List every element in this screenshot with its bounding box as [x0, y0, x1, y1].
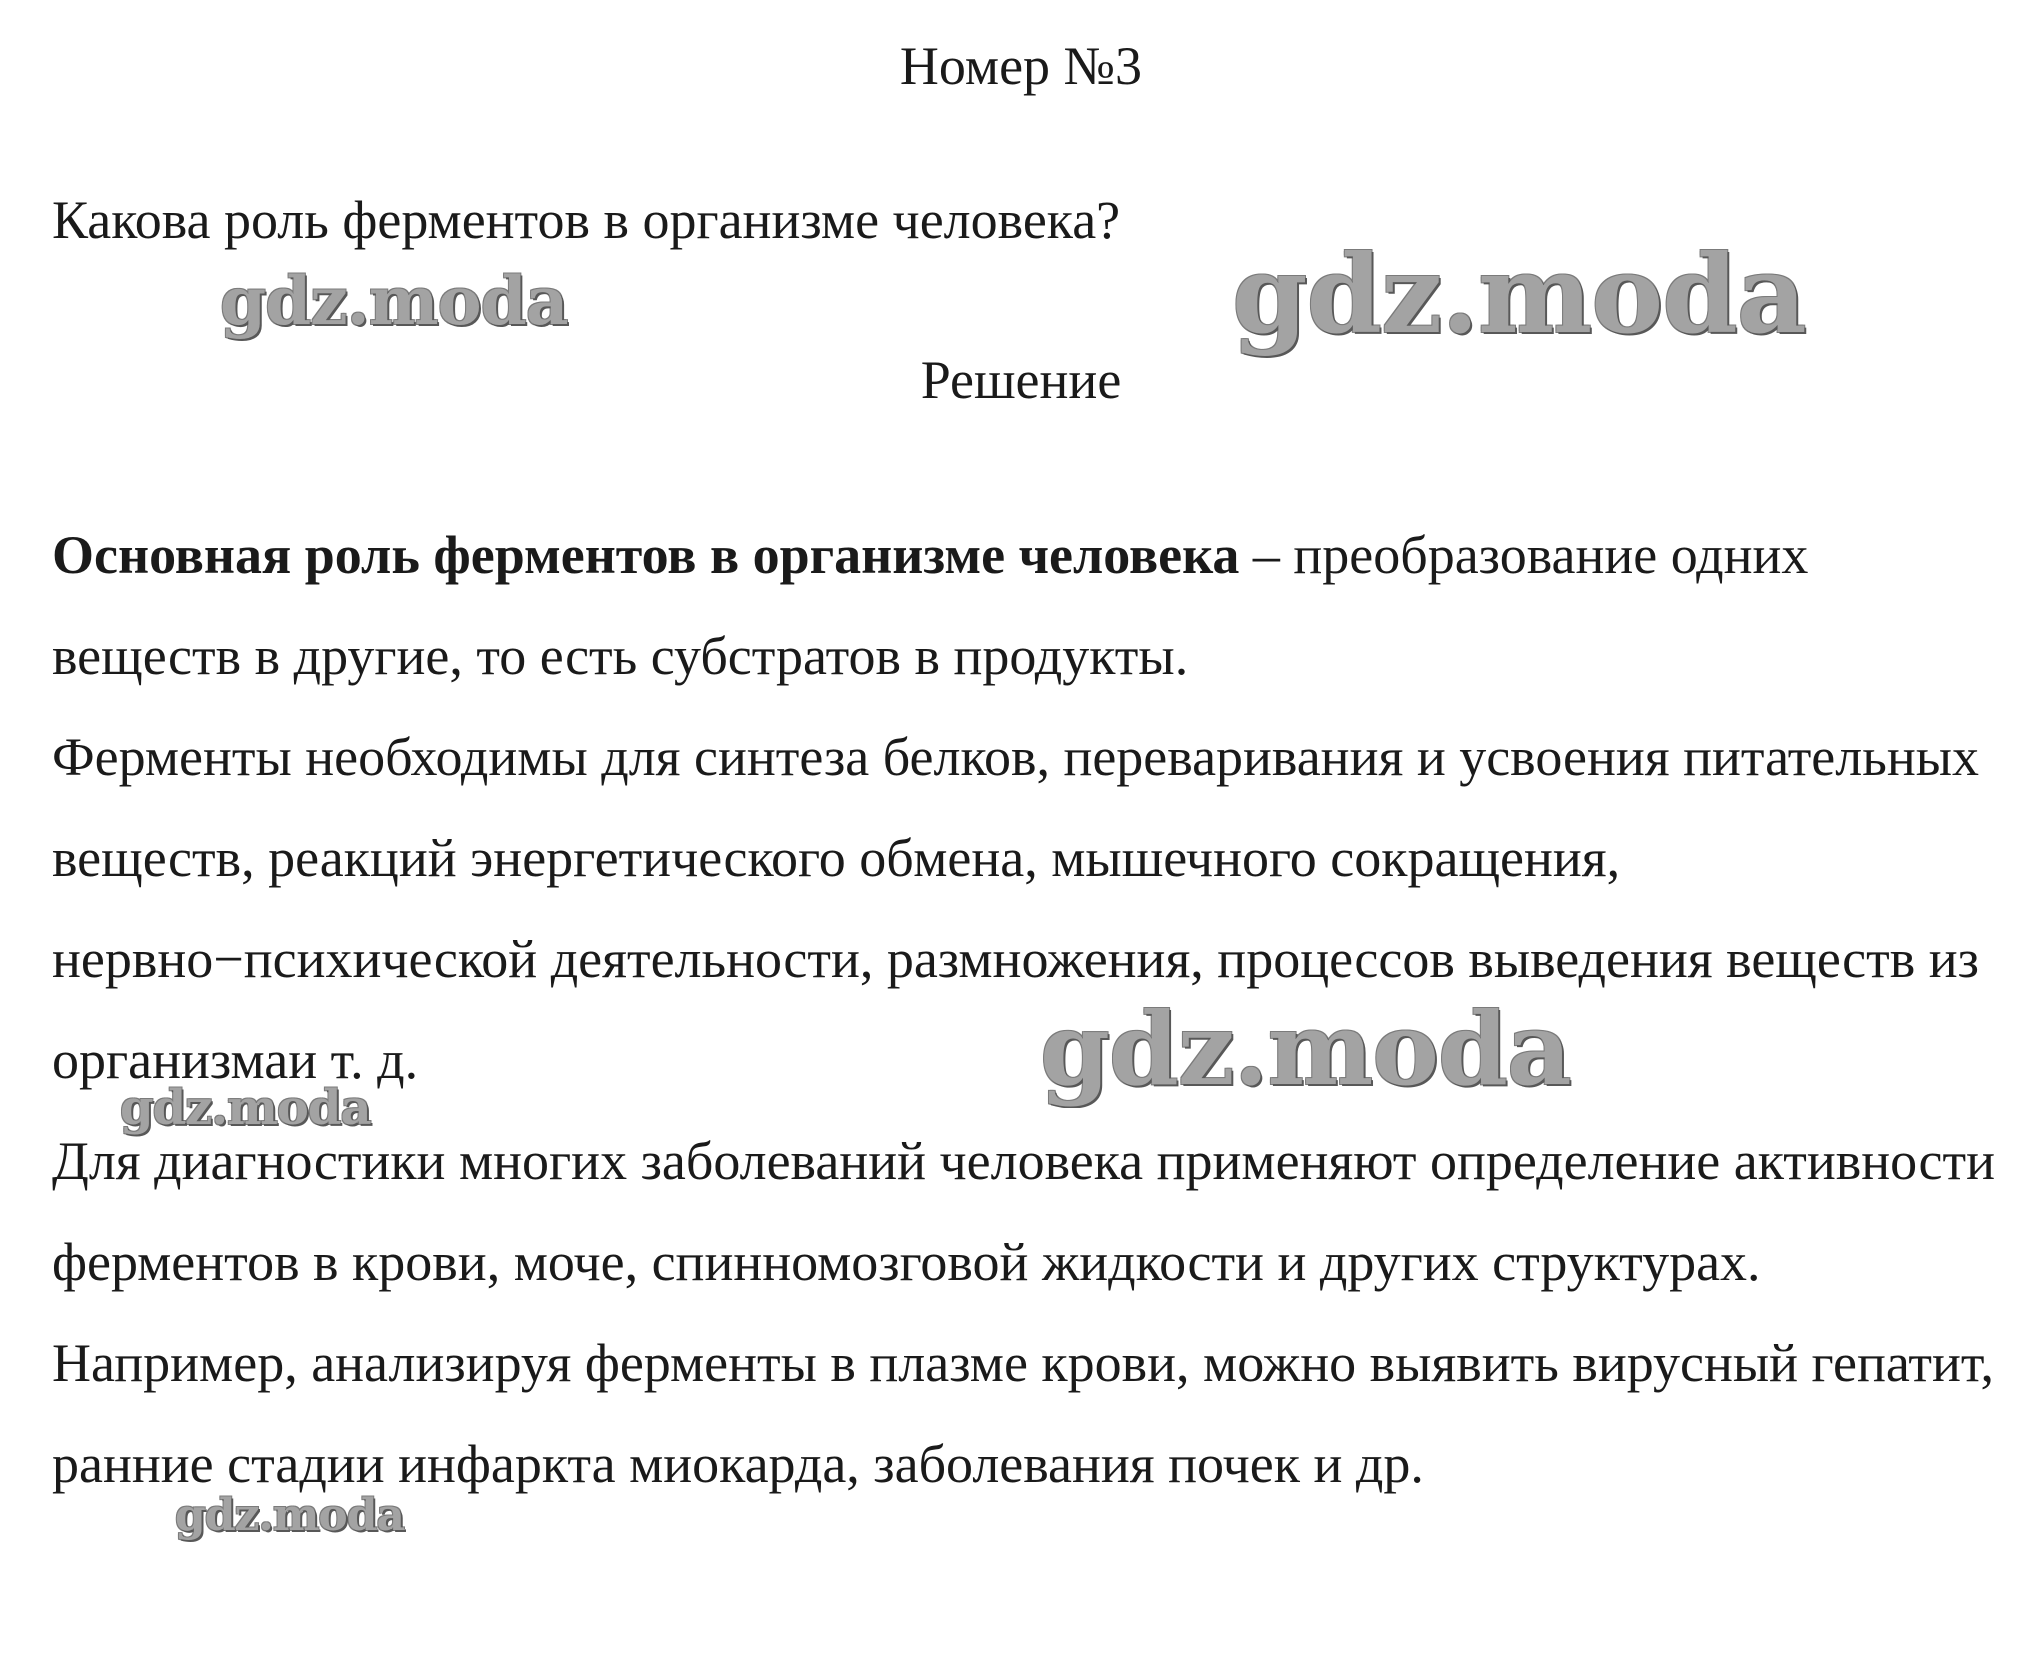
watermark-logo: gdz.moda	[220, 262, 568, 340]
question-text: Какова роль ферментов в организме человека?	[52, 190, 1121, 250]
watermark-logo: gdz.moda	[120, 1080, 371, 1136]
watermark-logo: gdz.moda	[1232, 232, 1806, 358]
solution-intro-bold: Основная роль ферментов в организме человека	[52, 525, 1240, 585]
page-title: Номер №3	[899, 36, 1143, 96]
solution-paragraph-3: Для диагностики многих заболеваний человека применяют определение активности ферментов в крови, моче, спинномозговой жидкости и других структурах. Например, анализируя ферменты в плазме крови, можно выявить вирусный гепатит, ранние стадии инфаркта миокарда, заболевания почек и др.	[52, 1131, 1995, 1494]
solution-heading: Решение	[920, 350, 1122, 410]
solution-intro-rest: – преобразование одних веществ в другие, то есть субстратов в продукты.	[52, 525, 1809, 686]
watermark-logo: gdz.moda	[1040, 990, 1571, 1108]
solution-paragraph-2: Ферменты необходимы для синтеза белков, переваривания и усвоения питательных веществ, реакций энергетического обмена, мышечного сокращения, нервно−психической деятельности, размножения, процессов выведения веществ из организмаи т. д.	[52, 727, 1980, 1090]
solution-body	[52, 505, 2002, 1515]
solution-paragraph-1	[52, 505, 2002, 707]
watermark-logo: gdz.moda	[175, 1490, 405, 1541]
